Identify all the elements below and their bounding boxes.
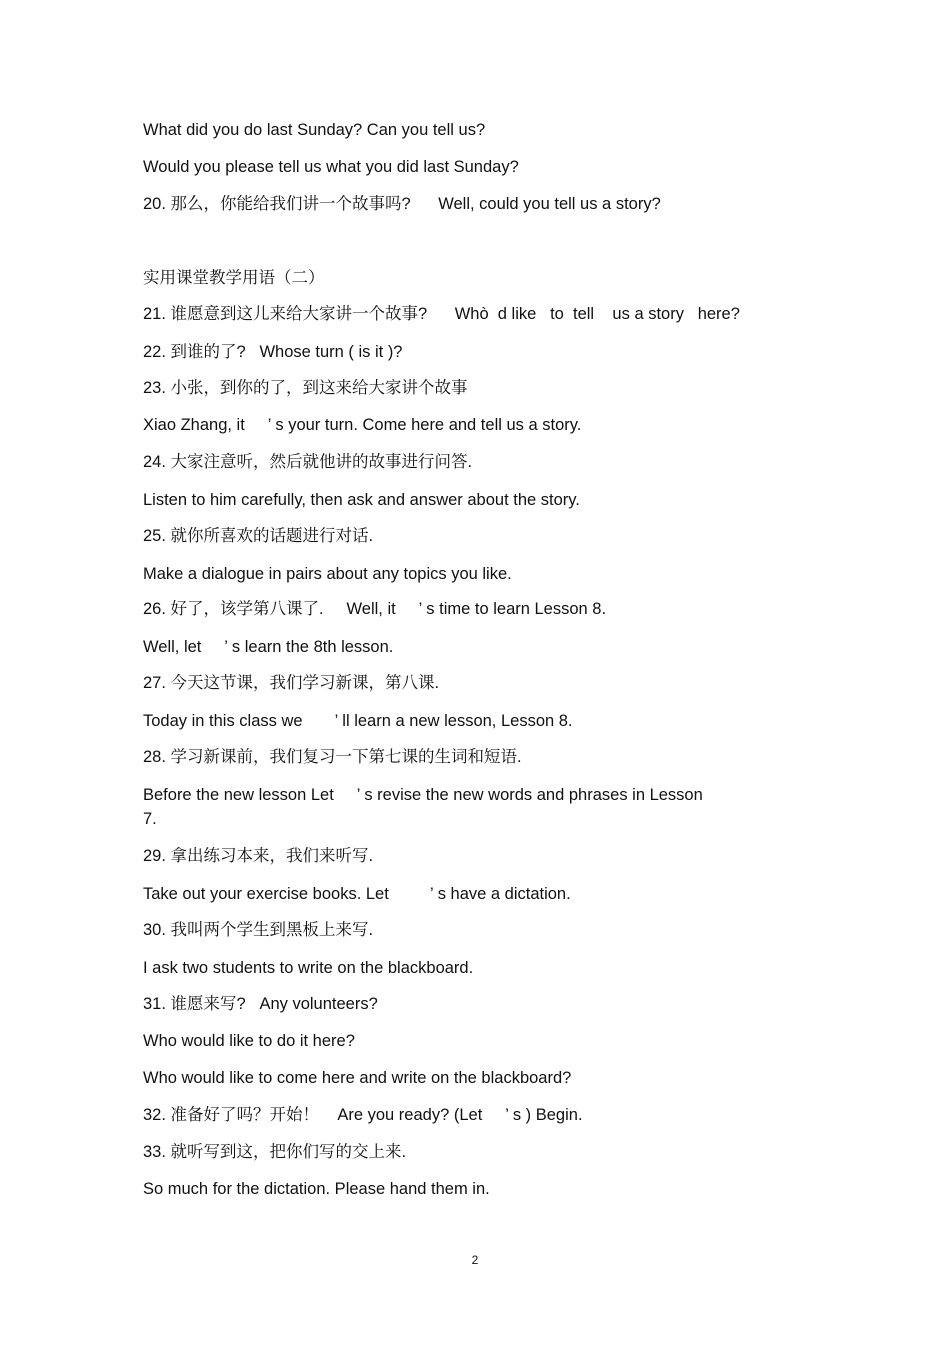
section-heading: 实用课堂教学用语（二） — [143, 269, 325, 287]
text-line: 23. 小张，到你的了，到这来给大家讲个故事 — [143, 379, 468, 397]
text-line: Xiao Zhang, it ’ s your turn. Come here and tell us a story. — [143, 416, 582, 434]
text-line: 22. 到谁的了? Whose turn ( is it )? — [143, 343, 403, 361]
text-line: Before the new lesson Let ’ s revise the new words and phrases in Lesson — [143, 786, 703, 804]
text-line: Today in this class we ’ ll learn a new lesson, Lesson 8. — [143, 712, 573, 730]
text-line: Would you please tell us what you did last Sunday? — [143, 158, 519, 176]
text-line: 25. 就你所喜欢的话题进行对话. — [143, 527, 374, 545]
text-line: 24. 大家注意听，然后就他讲的故事进行问答. — [143, 453, 473, 471]
page-number: 2 — [471, 1253, 479, 1267]
text-line: So much for the dictation. Please hand them in. — [143, 1180, 490, 1198]
text-line: What did you do last Sunday? Can you tell us? — [143, 121, 486, 139]
text-line: Take out your exercise books. Let ’ s have a dictation. — [143, 885, 571, 903]
text-line: 7. — [143, 810, 157, 828]
text-line: 28. 学习新课前，我们复习一下第七课的生词和短语. — [143, 748, 522, 766]
text-line: 27. 今天这节课，我们学习新课，第八课. — [143, 674, 440, 692]
text-line: Listen to him carefully, then ask and answer about the story. — [143, 491, 580, 509]
text-line: 29. 拿出练习本来，我们来听写. — [143, 847, 374, 865]
text-line: Who would like to come here and write on the blackboard? — [143, 1069, 572, 1087]
text-line: 33. 就听写到这，把你们写的交上来. — [143, 1143, 407, 1161]
text-line: 26. 好了，该学第八课了. Well, it ’ s time to learn Lesson 8. — [143, 600, 607, 618]
text-line: I ask two students to write on the blackboard. — [143, 959, 474, 977]
text-line: Well, let ’ s learn the 8th lesson. — [143, 638, 394, 656]
text-line: Who would like to do it here? — [143, 1032, 355, 1050]
text-line: 21. 谁愿意到这儿来给大家讲一个故事? Whò d like to tell us a story here? — [143, 305, 740, 323]
text-line: 32. 准备好了吗？开始！ Are you ready? (Let ’ s ) Begin. — [143, 1106, 583, 1124]
text-line: Make a dialogue in pairs about any topics you like. — [143, 565, 512, 583]
text-line: 20. 那么，你能给我们讲一个故事吗? Well, could you tell us a story? — [143, 195, 661, 213]
text-line: 30. 我叫两个学生到黑板上来写. — [143, 921, 374, 939]
text-line: 31. 谁愿来写? Any volunteers? — [143, 995, 378, 1013]
